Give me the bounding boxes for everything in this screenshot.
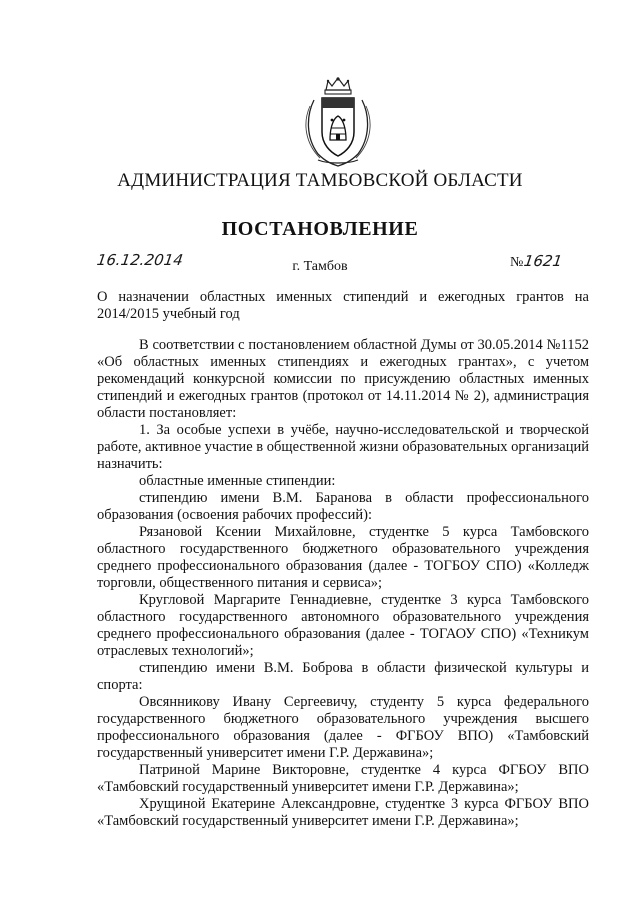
body-paragraph: стипендию имени В.М. Баранова в области профессионального образования (освоения рабочих профессий): (97, 490, 589, 523)
document-subject: О назначении областных именных стипендий и ежегодных грантов на 2014/2015 учебный год (97, 289, 589, 322)
body-paragraph: Патриной Марине Викторовне, студентке 4 курса ФГБОУ ВПО «Тамбовский государственный университет имени Г.Р. Державина»; (97, 762, 589, 795)
body-paragraph: Рязановой Ксении Михайловне, студентке 5 курса Тамбовского областного государственного бюджетного образовательного учреждения среднего профессионального образования (далее - ТОГБОУ СПО) «Колледж торговли, общественного питания и сервиса»; (97, 524, 589, 591)
document-type-heading: ПОСТАНОВЛЕНИЕ (221, 218, 419, 240)
body-paragraph: 1. За особые успехи в учёбе, научно-исследовательской и творческой работе, активное участие в общественной жизни образовательных организаций назначить: (97, 422, 589, 472)
tambov-coat-of-arms-icon (296, 76, 380, 168)
body-paragraph: Кругловой Маргарите Геннадиевне, студентке 3 курса Тамбовского областного государственного автономного образовательного учреждения среднего профессионального образования (далее - ТОГАОУ СПО) «Техникум отраслевых технологий»; (97, 592, 589, 659)
document-date: 16.12.2014 (95, 251, 185, 269)
number-value: 1621 (523, 252, 564, 270)
body-paragraph: стипендию имени В.М. Боброва в области физической культуры и спорта: (97, 660, 589, 693)
document-body (97, 337, 589, 830)
number-sign: № (510, 255, 524, 270)
body-paragraph: Хрущиной Екатерине Александровне, студентке 3 курса ФГБОУ ВПО «Тамбовский государственный университет имени Г.Р. Державина»; (97, 796, 589, 829)
document-number (510, 252, 563, 271)
document-city: г. Тамбов (292, 259, 348, 274)
body-paragraph: областные именные стипендии: (139, 473, 336, 489)
body-paragraph: В соответствии с постановлением областной Думы от 30.05.2014 №1152 «Об областных именных стипендиях и ежегодных грантах», с учетом рекомендаций конкурсной комиссии по присуждению областных именных стипендий и ежегодных грантов (протокол от 14.11.2014 № 2), администрация области постановляет: (97, 337, 589, 421)
body-paragraph: Овсянникову Ивану Сергеевичу, студенту 5 курса федерального государственного бюджетного образовательного учреждения высшего профессионального образования (далее - ФГБОУ ВПО) «Тамбовский государственный университет имени Г.Р. Державина»; (97, 694, 589, 761)
organization-title: АДМИНИСТРАЦИЯ ТАМБОВСКОЙ ОБЛАСТИ (117, 170, 523, 191)
